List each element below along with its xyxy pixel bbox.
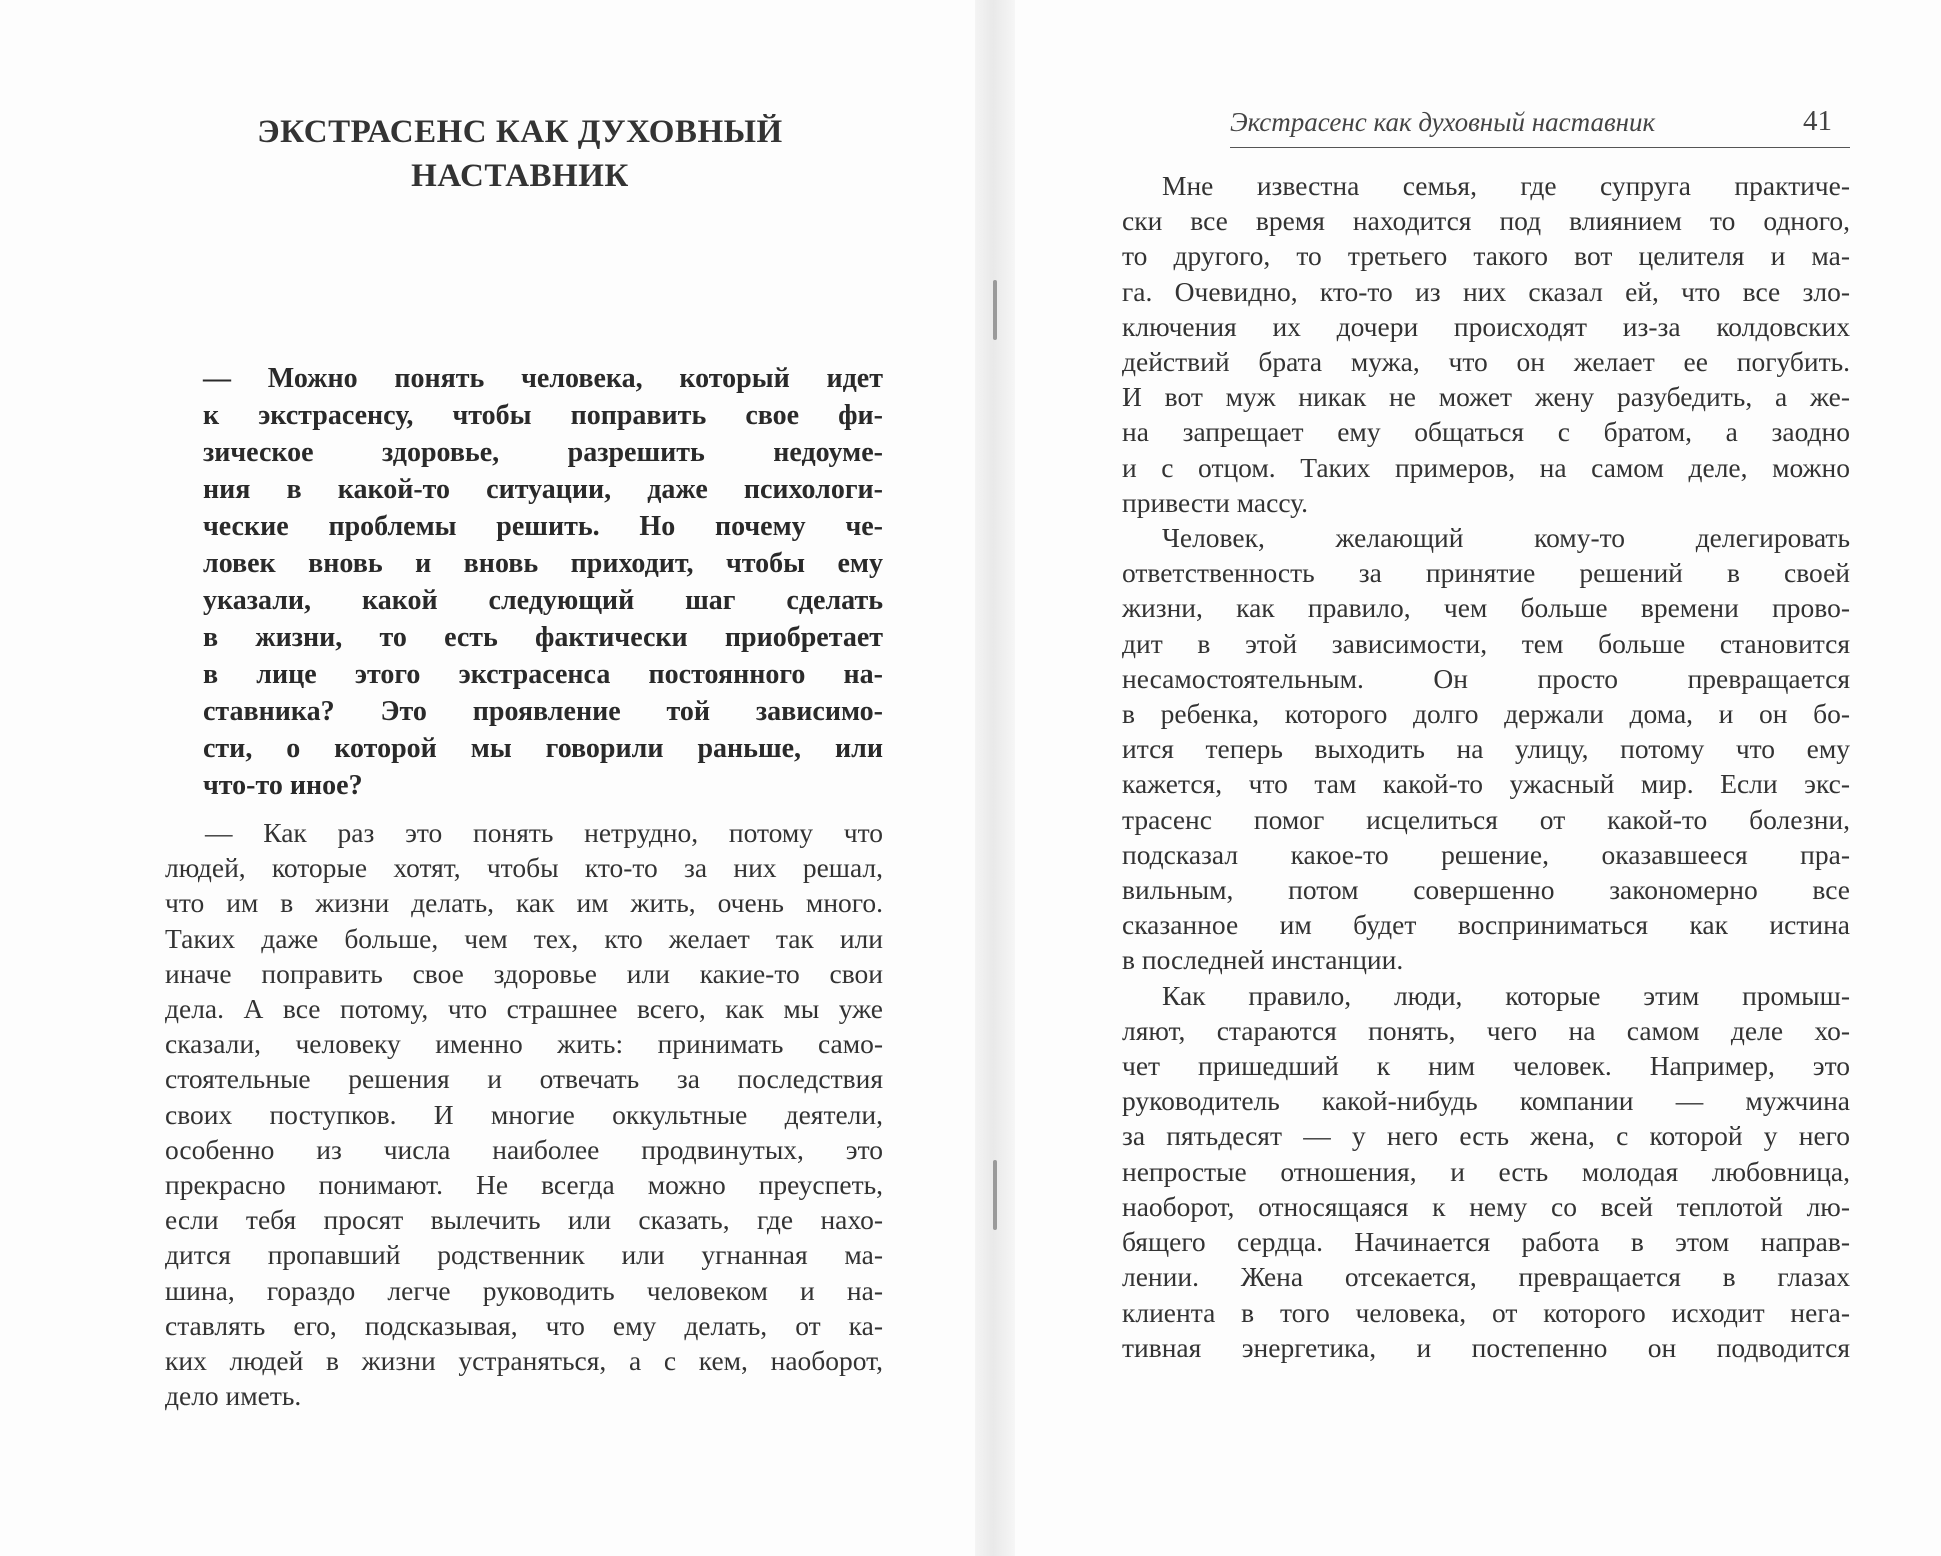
interview-question	[203, 360, 883, 804]
text-line: клиента в того человека, от которого исходит нега-	[1122, 1296, 1850, 1328]
chapter-title	[200, 110, 840, 198]
text-line: ловек вновь и вновь приходит, чтобы ему	[203, 548, 883, 579]
text-line: га. Очевидно, кто-то из них сказал ей, что все зло-	[1122, 275, 1850, 307]
text-line: в лице этого экстрасенса постоянного на-	[203, 659, 883, 690]
gutter-shadow-mark	[993, 1160, 997, 1230]
text-line: Человек, желающий кому-то делегировать	[1162, 522, 1850, 554]
chapter-title-line: НАСТАВНИК	[411, 158, 629, 194]
text-line: иначе поправить свое здоровье или какие-то свои	[165, 957, 883, 989]
text-line: ключения их дочери происходят из-за колдовских	[1122, 310, 1850, 342]
book-gutter	[975, 0, 1015, 1556]
text-line: на запрещает ему общаться с братом, а заодно	[1122, 416, 1850, 448]
text-line: дела. А все потому, что страшнее всего, как мы уже	[165, 993, 883, 1025]
text-line: И вот муж никак не может жену разубедить, а же-	[1122, 381, 1850, 413]
text-line: Таких даже больше, чем тех, кто желает так или	[165, 922, 883, 954]
text-line: тивная энергетика, и постепенно он подводится	[1122, 1331, 1850, 1363]
gutter-shadow-mark	[993, 280, 997, 340]
page-number: 41	[1803, 105, 1832, 137]
text-line: ответственность за принятие решений в своей	[1122, 557, 1850, 589]
text-line: наоборот, относящаяся к нему со всей теплотой лю-	[1122, 1190, 1850, 1222]
text-line: руководитель какой-нибудь компании — мужчина	[1122, 1085, 1850, 1117]
text-line: шина, гораздо легче руководить человеком и на-	[165, 1274, 883, 1306]
text-line: то другого, то третьего такого вот целителя и ма-	[1122, 240, 1850, 272]
body-text	[1122, 168, 1850, 1365]
text-line: ких людей в жизни устраняться, а с кем, наоборот,	[165, 1345, 883, 1377]
text-line: в ребенка, которого долго держали дома, и он бо-	[1122, 698, 1850, 730]
text-line: ческие проблемы решить. Но почему че-	[203, 511, 883, 542]
text-line: сказанное им будет восприниматься как истина	[1122, 909, 1850, 941]
text-line: ставлять его, подсказывая, что ему делать, от ка-	[165, 1309, 883, 1341]
text-line: Мне известна семья, где супруга практиче-	[1162, 170, 1850, 201]
text-line: зическое здоровье, разрешить недоуме-	[203, 437, 883, 468]
text-line: людей, которые хотят, чтобы кто-то за них решал,	[165, 852, 883, 884]
text-line: дело иметь.	[165, 1380, 302, 1412]
text-line: к экстрасенсу, чтобы поправить свое фи-	[203, 400, 883, 431]
text-line: дится пропавший родственник или угнанная ма-	[165, 1239, 883, 1271]
text-line: что-то иное?	[203, 770, 363, 801]
interview-answer	[165, 815, 883, 1413]
text-line: трасенс помог исцелиться от какой-то болезни,	[1122, 803, 1850, 835]
text-line: ится теперь выходить на улицу, потому что ему	[1122, 733, 1850, 765]
text-line: непростые отношения, и есть молодая любовница,	[1122, 1155, 1850, 1187]
text-line: кажется, что там какой-то ужасный мир. Если экс-	[1122, 768, 1850, 800]
text-line: особенно из числа наиболее продвинутых, это	[165, 1133, 883, 1165]
text-line: ски все время находится под влиянием то одного,	[1122, 205, 1850, 237]
text-line: — Как раз это понять нетрудно, потому что	[205, 817, 883, 848]
right-page	[1015, 0, 1941, 1556]
text-line: ставника? Это проявление той зависимо-	[203, 696, 883, 727]
text-line: чет пришедший к ним человек. Например, это	[1122, 1050, 1850, 1082]
text-line: прекрасно понимают. Не всегда можно преуспеть,	[165, 1169, 883, 1201]
text-line: в жизни, то есть фактически приобретает	[203, 622, 883, 653]
text-line: подсказал какое-то решение, оказавшееся пра-	[1122, 838, 1850, 870]
text-line: дит в этой зависимости, тем больше становится	[1122, 627, 1850, 659]
text-line: привести массу.	[1122, 486, 1309, 518]
running-head-title: Экстрасенс как духовный наставник	[1230, 107, 1656, 137]
text-line: несамостоятельным. Он просто превращается	[1122, 662, 1850, 694]
chapter-title-line: ЭКСТРАСЕНС КАК ДУХОВНЫЙ	[257, 114, 783, 150]
text-line: указали, какой следующий шаг сделать	[203, 585, 883, 616]
text-line: Как правило, люди, которые этим промыш-	[1162, 979, 1850, 1011]
text-line: вильным, потом совершенно закономерно все	[1122, 874, 1850, 906]
text-line: жизни, как правило, чем больше времени прово-	[1122, 592, 1850, 624]
running-head	[1230, 105, 1850, 148]
text-line: стоятельные решения и отвечать за последствия	[165, 1063, 883, 1095]
text-line: если тебя просят вылечить или сказать, где нахо-	[165, 1204, 883, 1236]
text-line: ляют, стараются понять, чего на самом деле хо-	[1122, 1014, 1850, 1046]
text-line: действий брата мужа, что он желает ее погубить.	[1122, 346, 1850, 378]
text-line: — Можно понять человека, который идет	[203, 363, 883, 394]
text-line: сти, о которой мы говорили раньше, или	[203, 733, 883, 764]
text-line: своих поступков. И многие оккультные деятели,	[165, 1098, 883, 1130]
text-line: что им в жизни делать, как им жить, очень много.	[165, 887, 883, 919]
text-line: лении. Жена отсекается, превращается в глазах	[1122, 1261, 1850, 1293]
text-line: в последней инстанции.	[1122, 944, 1404, 976]
text-line: и с отцом. Таких примеров, на самом деле, можно	[1122, 451, 1850, 483]
text-line: за пятьдесят — у него есть жена, с которой у него	[1122, 1120, 1850, 1152]
text-line: ния в какой-то ситуации, даже психологи-	[203, 474, 883, 505]
text-line: сказали, человеку именно жить: принимать само-	[165, 1028, 883, 1060]
text-line: бящего сердца. Начинается работа в этом направ-	[1122, 1226, 1850, 1258]
